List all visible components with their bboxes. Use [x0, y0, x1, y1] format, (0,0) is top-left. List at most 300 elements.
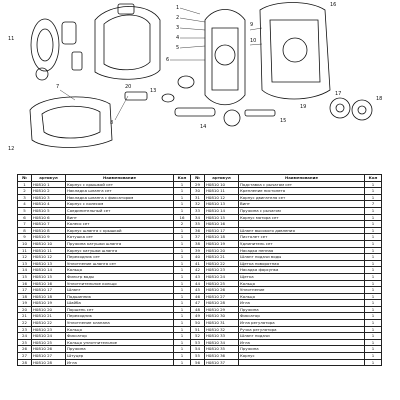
table-cell: 1 — [174, 240, 191, 247]
table-cell: 1 — [365, 280, 382, 287]
table-cell: 51 — [191, 326, 205, 333]
table-cell: 16 — [18, 280, 32, 287]
table-cell: Корпус двигателя сет — [239, 194, 365, 201]
table-cell: 8 — [18, 227, 32, 234]
table-cell: 10 — [18, 240, 32, 247]
table-cell: 40 — [191, 254, 205, 261]
table-cell: Накладка шланга с фиксатором — [66, 194, 174, 201]
table-row — [18, 254, 382, 261]
table-cell: H0810 19 — [32, 300, 66, 307]
callout-number: 4 — [176, 35, 180, 41]
table-cell: 48 — [191, 306, 205, 313]
table-cell: Пружина катушки шланга — [66, 240, 174, 247]
table-row — [18, 333, 382, 340]
table-cell: 1 — [174, 346, 191, 353]
reel-hub-part — [36, 68, 48, 80]
table-cell: 47 — [191, 300, 205, 307]
table-cell: Подставка с рычагом сет — [239, 181, 365, 188]
table-cell: Шайба — [66, 300, 174, 307]
pump-housing-inner — [270, 20, 320, 82]
table-cell: Уплотнение шланга сет — [66, 260, 174, 267]
base-tray-inner — [42, 106, 100, 138]
table-cell: 1 — [365, 267, 382, 274]
table-cell: H0810 12 — [32, 254, 66, 261]
table-cell: 1 — [174, 207, 191, 214]
table-cell: H0810 12 — [205, 194, 239, 201]
table-cell: 1 — [365, 273, 382, 280]
table-cell: Шланг высокого давления — [239, 227, 365, 234]
table-cell: H0810 33 — [205, 333, 239, 340]
table-cell: 24 — [18, 333, 32, 340]
table-cell: Игла — [239, 300, 365, 307]
table-cell: 1 — [365, 326, 382, 333]
table-cell: 31 — [191, 194, 205, 201]
table-cell: H0810 28 — [32, 359, 66, 366]
table-cell: 26 — [18, 346, 32, 353]
table-cell: H0810 20 — [32, 306, 66, 313]
table-cell: 1 — [174, 260, 191, 267]
callout-number: 7 — [56, 84, 60, 90]
table-cell: 7 — [365, 201, 382, 208]
table-cell: H0810 1 — [32, 181, 66, 188]
table-cell: 19 — [18, 300, 32, 307]
table-cell: H0810 19 — [205, 240, 239, 247]
table-cell: Удлинитель сет — [239, 240, 365, 247]
table-cell: Штуцер — [66, 353, 174, 360]
table-cell — [239, 221, 365, 228]
table-cell: H0810 17 — [32, 287, 66, 294]
table-cell: 1 — [365, 300, 382, 307]
table-cell: H0810 18 — [32, 293, 66, 300]
table-cell: 1 — [174, 201, 191, 208]
table-cell: H0810 29 — [205, 306, 239, 313]
table-row — [18, 280, 382, 287]
table-cell: 5 — [18, 207, 32, 214]
table-cell: H0810 17 — [205, 227, 239, 234]
table-cell: 1 — [174, 359, 191, 366]
callout-number: 15 — [280, 118, 287, 124]
table-cell: 32 — [191, 201, 205, 208]
table-cell: H0810 11 — [205, 188, 239, 195]
hose-reel-part — [37, 29, 53, 61]
table-row — [18, 326, 382, 333]
callout-number: 11 — [8, 36, 15, 42]
table-cell: 33 — [191, 207, 205, 214]
table-cell: 1 — [365, 240, 382, 247]
table-cell: Пистолет сет — [239, 234, 365, 241]
table-cell: H0810 10 — [205, 181, 239, 188]
table-cell: Корпус — [239, 353, 365, 360]
table-row — [18, 267, 382, 274]
table-cell: 45 — [191, 287, 205, 294]
table-cell: H0810 27 — [32, 353, 66, 360]
table-cell: Кольцо — [239, 280, 365, 287]
table-cell: 1 — [174, 227, 191, 234]
table-cell: 1 — [365, 260, 382, 267]
table-cell: Подшипник — [66, 293, 174, 300]
table-header-row — [18, 175, 382, 182]
table-cell: H0810 26 — [32, 346, 66, 353]
table-cell: 25 — [18, 339, 32, 346]
table-cell: H0810 23 — [205, 267, 239, 274]
table-cell: H0810 30 — [205, 313, 239, 320]
table-cell: 1 — [365, 313, 382, 320]
table-cell: 1 — [365, 181, 382, 188]
table-cell: 1 — [365, 234, 382, 241]
table-cell: 1 — [365, 194, 382, 201]
table-cell: H0810 8 — [32, 227, 66, 234]
callout-number: 18 — [376, 96, 383, 102]
table-cell: 12 — [18, 254, 32, 261]
table-row — [18, 339, 382, 346]
table-cell: 17 — [18, 287, 32, 294]
table-cell: 1 — [174, 273, 191, 280]
table-cell: 1 — [365, 293, 382, 300]
table-cell: Корпус мотора сет — [239, 214, 365, 221]
table-cell: Шланг подачи воды — [239, 254, 365, 261]
column-header: Кол — [365, 175, 382, 182]
table-cell: H0810 6 — [32, 214, 66, 221]
callout-number: 1 — [176, 5, 180, 11]
table-cell: Переходник сет — [66, 254, 174, 261]
seal-part — [178, 76, 194, 88]
table-cell: 56 — [191, 359, 205, 366]
table-cell — [239, 359, 365, 366]
table-cell: Корпус катушки шланга — [66, 247, 174, 254]
table-row — [18, 234, 382, 241]
table-cell: 52 — [191, 333, 205, 340]
table-cell: 2 — [18, 188, 32, 195]
table-cell: 1 — [174, 188, 191, 195]
table-cell: 22 — [18, 320, 32, 327]
table-cell: H0810 15 — [32, 273, 66, 280]
table-cell: 23 — [18, 326, 32, 333]
table-cell: H0810 26 — [205, 287, 239, 294]
table-cell: 39 — [191, 247, 205, 254]
table-cell: Насадка пенная — [239, 247, 365, 254]
table-cell: Переходник — [66, 313, 174, 320]
table-cell: 27 — [18, 353, 32, 360]
table-cell: 1 — [174, 300, 191, 307]
table-cell: H0810 14 — [32, 267, 66, 274]
table-cell: 1 — [174, 333, 191, 340]
table-cell: H0810 16 — [205, 221, 239, 228]
nozzle-part — [245, 110, 275, 116]
wheel-hub-part — [336, 104, 344, 112]
table-cell: 50 — [191, 320, 205, 327]
table-row — [18, 188, 382, 195]
table-cell: H0810 25 — [205, 280, 239, 287]
table-cell: 34 — [191, 214, 205, 221]
parts-table — [17, 174, 382, 366]
table-cell: 1 — [174, 313, 191, 320]
callout-number: 14 — [200, 124, 207, 130]
table-cell: H0810 32 — [205, 326, 239, 333]
table-cell: H0810 28 — [205, 300, 239, 307]
callout-leader — [60, 8, 262, 120]
table-cell: Фиксатор — [66, 333, 174, 340]
table-cell: 2 — [174, 221, 191, 228]
table-row — [18, 287, 382, 294]
table-row — [18, 260, 382, 267]
callout-number: 19 — [300, 104, 307, 110]
table-cell: Уплотнение клапана — [66, 320, 174, 327]
accessory-part — [62, 22, 76, 44]
table-cell: 44 — [191, 280, 205, 287]
table-cell: Пружина — [66, 346, 174, 353]
accessory-part — [72, 52, 82, 70]
callout-number: 17 — [335, 91, 342, 97]
table-cell: H0810 14 — [205, 207, 239, 214]
table-row — [18, 293, 382, 300]
table-cell: 29 — [191, 181, 205, 188]
column-header: Наименование — [239, 175, 365, 182]
motor-part — [215, 45, 235, 65]
table-cell: 37 — [191, 234, 205, 241]
table-cell: 13 — [18, 260, 32, 267]
table-cell: 41 — [191, 260, 205, 267]
table-cell: 1 — [365, 207, 382, 214]
table-cell: Шланг — [66, 287, 174, 294]
table-cell: H0810 7 — [32, 221, 66, 228]
table-row — [18, 306, 382, 313]
table-cell: 1 — [174, 254, 191, 261]
table-cell: 3 — [18, 194, 32, 201]
column-header: артикул — [32, 175, 66, 182]
connector-part — [125, 92, 147, 100]
callout-number: 12 — [8, 146, 15, 152]
table-cell: Соединительный сет — [66, 207, 174, 214]
table-cell: 1 — [365, 227, 382, 234]
motor-housing — [205, 10, 245, 105]
table-cell: Щетка поворотная — [239, 260, 365, 267]
table-cell: Винт — [239, 201, 365, 208]
table-cell: H0810 21 — [32, 313, 66, 320]
table-cell: H0810 16 — [32, 280, 66, 287]
callout-number: 20 — [125, 84, 132, 90]
table-cell: 55 — [191, 353, 205, 360]
callout-number: 13 — [150, 88, 157, 94]
table-row — [18, 194, 382, 201]
table-row — [18, 201, 382, 208]
table-cell: 1 — [174, 181, 191, 188]
table-cell: Кольцо уплотнительное — [66, 339, 174, 346]
table-cell: H0810 21 — [205, 254, 239, 261]
table-row — [18, 353, 382, 360]
table-cell: 28 — [18, 359, 32, 366]
table-cell: H0810 23 — [32, 326, 66, 333]
column-header: № — [18, 175, 32, 182]
table-cell: 1 — [365, 214, 382, 221]
table-cell: 1 — [174, 194, 191, 201]
wheel-part — [352, 100, 372, 120]
callout-number: 5 — [176, 45, 180, 51]
table-cell: Корпус с крышкой сет — [66, 181, 174, 188]
table-row — [18, 221, 382, 228]
table-cell: 1 — [365, 359, 382, 366]
table-cell: 1 — [174, 293, 191, 300]
wheel-hub-part — [358, 106, 366, 114]
table-row — [18, 313, 382, 320]
table-cell: 20 — [18, 306, 32, 313]
table-cell: Кольцо — [66, 267, 174, 274]
table-cell: 1 — [365, 306, 382, 313]
table-cell: 1 — [174, 280, 191, 287]
table-cell: Щетка — [239, 273, 365, 280]
table-cell: 6 — [18, 214, 32, 221]
table-cell: 54 — [191, 346, 205, 353]
table-cell: 1 — [174, 247, 191, 254]
table-cell: Колесо сет — [66, 221, 174, 228]
table-cell: 38 — [191, 240, 205, 247]
table-cell: H0810 34 — [205, 339, 239, 346]
table-row — [18, 207, 382, 214]
table-row — [18, 214, 382, 221]
table-cell: Игла — [66, 359, 174, 366]
table-cell: 1 — [18, 181, 32, 188]
table-cell: 1 — [365, 247, 382, 254]
table-cell: 4 — [18, 201, 32, 208]
callout-number: 3 — [176, 25, 180, 31]
table-cell: H0810 9 — [32, 234, 66, 241]
table-cell: H0810 22 — [205, 260, 239, 267]
table-cell: H0810 24 — [205, 273, 239, 280]
table-cell: Уплотнительное кольцо — [66, 280, 174, 287]
table-cell: H0810 35 — [205, 346, 239, 353]
table-cell: Пружина — [239, 306, 365, 313]
table-cell: 14 — [18, 267, 32, 274]
callout-number: 16 — [330, 2, 337, 8]
table-cell: 35 — [191, 221, 205, 228]
table-row — [18, 227, 382, 234]
column-header: Кол — [174, 175, 191, 182]
table-cell: H0810 27 — [205, 293, 239, 300]
table-row — [18, 320, 382, 327]
parts-table-body — [18, 181, 382, 366]
table-cell: Крепление пистолета — [239, 188, 365, 195]
hose-reel-part — [31, 19, 59, 71]
valve-part — [224, 110, 240, 126]
seal-part — [162, 94, 174, 102]
table-cell: H0810 25 — [32, 339, 66, 346]
table-cell: 1 — [174, 320, 191, 327]
table-cell: H0810 24 — [32, 333, 66, 340]
table-row — [18, 346, 382, 353]
table-cell: Насадка форсунка — [239, 267, 365, 274]
table-cell: 16 — [174, 214, 191, 221]
table-cell: 1 — [365, 254, 382, 261]
table-cell: 21 — [18, 313, 32, 320]
table-cell: 1 — [174, 339, 191, 346]
table-cell: Игла — [239, 339, 365, 346]
table-cell: 1 — [365, 221, 382, 228]
table-cell: H0810 31 — [205, 320, 239, 327]
table-row — [18, 273, 382, 280]
main-body-inner — [104, 15, 150, 70]
table-cell: 1 — [174, 326, 191, 333]
table-cell: 53 — [191, 339, 205, 346]
table-cell: 1 — [174, 306, 191, 313]
table-cell: Игла регулятора — [239, 320, 365, 327]
table-cell: H0810 10 — [32, 240, 66, 247]
table-cell: 7 — [18, 221, 32, 228]
column-header: № — [191, 175, 205, 182]
table-cell: 1 — [365, 333, 382, 340]
table-row — [18, 181, 382, 188]
table-cell: H0810 3 — [32, 194, 66, 201]
table-cell: Катушка сет — [66, 234, 174, 241]
table-cell: 1 — [365, 188, 382, 195]
table-row — [18, 247, 382, 254]
table-cell: 15 — [18, 273, 32, 280]
table-cell: H0810 11 — [32, 247, 66, 254]
callout-number: 10 — [250, 38, 257, 44]
table-cell: 1 — [174, 353, 191, 360]
table-cell: Уплотнение — [239, 287, 365, 294]
table-cell: 30 — [191, 188, 205, 195]
table-cell: 1 — [174, 287, 191, 294]
table-cell: H0810 13 — [32, 260, 66, 267]
column-header: артикул — [205, 175, 239, 182]
table-cell: H0810 36 — [205, 353, 239, 360]
table-cell: H0810 20 — [205, 247, 239, 254]
exploded-view-diagram — [0, 0, 400, 172]
callout-number: 9 — [250, 22, 254, 28]
wheel-part — [330, 98, 350, 118]
table-cell: H0810 13 — [205, 201, 239, 208]
piston-part — [175, 108, 215, 116]
table-row — [18, 300, 382, 307]
callout-number: 8 — [110, 120, 114, 126]
table-cell: 42 — [191, 267, 205, 274]
table-cell: H0810 4 — [32, 201, 66, 208]
table-cell: 43 — [191, 273, 205, 280]
table-cell: H0810 37 — [205, 359, 239, 366]
table-cell: 49 — [191, 313, 205, 320]
table-cell: 1 — [365, 346, 382, 353]
table-cell: 18 — [18, 293, 32, 300]
table-row — [18, 240, 382, 247]
pump-part — [283, 38, 307, 62]
table-cell: Корпус с колесом — [66, 201, 174, 208]
table-cell: H0810 18 — [205, 234, 239, 241]
table-cell: Фильтр воды — [66, 273, 174, 280]
table-cell: Накладка шланга сет — [66, 188, 174, 195]
table-cell: Корпус шланга с крышкой — [66, 227, 174, 234]
table-cell: 1 — [365, 339, 382, 346]
table-cell: 46 — [191, 293, 205, 300]
handle-part — [118, 4, 134, 14]
table-row — [18, 359, 382, 366]
callout-number: 2 — [176, 15, 180, 21]
pump-housing — [260, 3, 330, 100]
table-cell: H0810 5 — [32, 207, 66, 214]
table-cell: Поршень сет — [66, 306, 174, 313]
column-header: Наименование — [66, 175, 174, 182]
table-cell: 11 — [18, 247, 32, 254]
table-cell: 9 — [18, 234, 32, 241]
table-cell: Кольцо — [66, 326, 174, 333]
table-cell: 1 — [174, 267, 191, 274]
table-cell: 1 — [365, 320, 382, 327]
table-cell: H0810 22 — [32, 320, 66, 327]
table-cell: Винт — [66, 214, 174, 221]
table-cell: H0810 2 — [32, 188, 66, 195]
table-cell: Шланг подачи — [239, 333, 365, 340]
callout-number: 6 — [166, 57, 170, 63]
table-cell: 1 — [174, 234, 191, 241]
table-cell: 1 — [365, 287, 382, 294]
